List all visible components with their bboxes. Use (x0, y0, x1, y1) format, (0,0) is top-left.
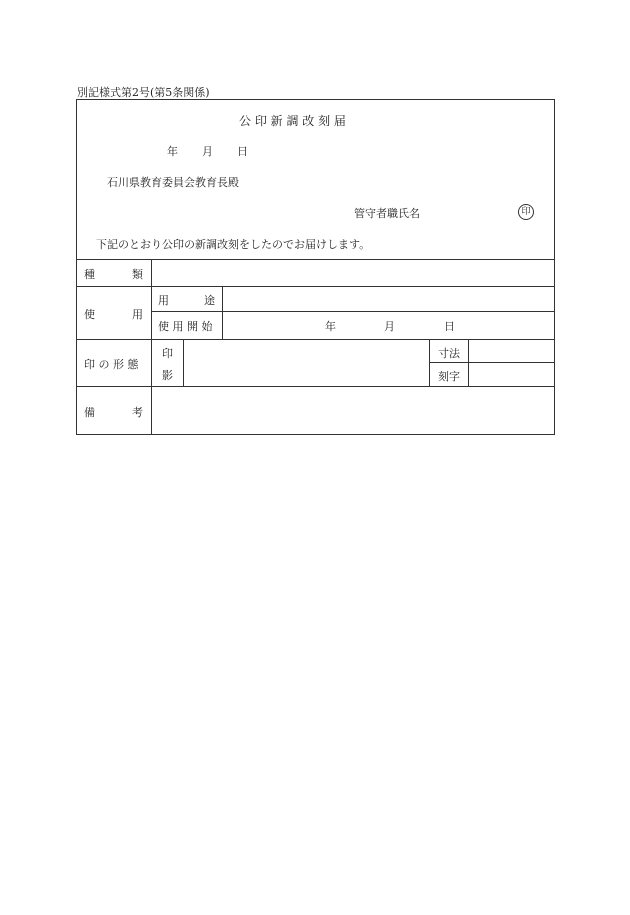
addressee: 石川県教育委員会教育長殿 (107, 176, 239, 189)
impression-label: 影 (162, 369, 173, 382)
type-label: 種 (84, 268, 95, 281)
size-label: 寸法 (438, 347, 460, 360)
form-title: 公 印 新 調 改 刻 届 (239, 114, 346, 128)
body-text: 下記のとおり公印の新調改刻をしたのでお届けします。 (96, 238, 371, 251)
purpose-label: 途 (204, 294, 215, 307)
form-reference: 別記様式第2号(第5条関係) (77, 86, 210, 99)
seal-mark-icon: 印 (518, 204, 534, 220)
start-month-label: 月 (384, 320, 395, 333)
start-year-label: 年 (325, 320, 336, 333)
type-label: 類 (132, 268, 143, 281)
row-divider (76, 339, 555, 340)
purpose-label: 用 (158, 294, 169, 307)
date-year-label: 年 (167, 145, 178, 158)
column-divider (222, 286, 223, 339)
start-day-label: 日 (444, 320, 455, 333)
row-divider (76, 259, 555, 260)
column-divider (468, 339, 469, 386)
column-divider (151, 259, 152, 435)
use-label: 使 (84, 308, 95, 321)
row-divider (151, 311, 555, 312)
remarks-label: 考 (132, 406, 143, 419)
column-divider (429, 339, 430, 386)
remarks-label: 備 (84, 406, 95, 419)
custodian-label: 管守者職氏名 (354, 207, 420, 220)
start-date-label: 使 用 開 始 (158, 320, 213, 333)
seal-shape-label: 印 の 形 態 (84, 358, 139, 371)
row-divider (76, 286, 555, 287)
date-day-label: 日 (237, 145, 248, 158)
use-label: 用 (132, 308, 143, 321)
row-divider (429, 362, 555, 363)
column-divider (183, 339, 184, 386)
form-frame (76, 99, 555, 435)
engraving-label: 刻字 (438, 370, 460, 383)
impression-label: 印 (162, 347, 173, 360)
row-divider (76, 386, 555, 387)
date-month-label: 月 (202, 145, 213, 158)
